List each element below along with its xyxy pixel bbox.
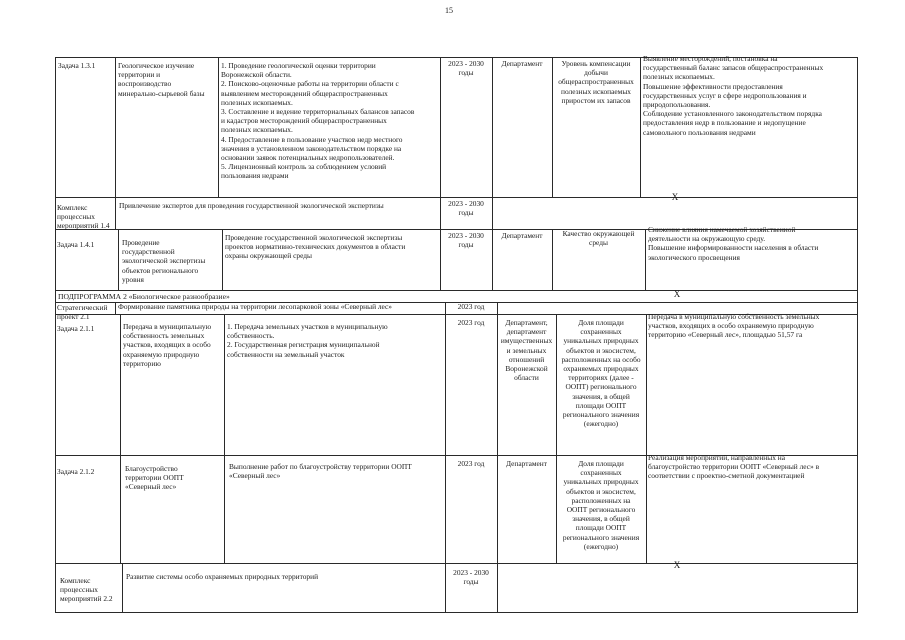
subprogram-2-title: ПОДПРОГРАММА 2 «Биологическое разнообразие» xyxy=(58,292,230,301)
col xyxy=(645,229,646,290)
complex-1-4-period: 2023 - 2030 годы xyxy=(448,199,484,218)
strategic-project-2-1-name: Формирование памятника природы на территории лесопарковой зоны «Северный лес» xyxy=(118,302,393,311)
rule-bottom xyxy=(55,612,858,613)
page-number: 15 xyxy=(445,6,453,15)
task-1-3-1-result: Выявление месторождений, постановка на государственный баланс запасов общераспространенных полезных ископаемых. Повышение эффективности предоставления государственных услуг в сфере недропользования и природопользования. Соблюдение установленного законодательством порядка предоставления недр в пользование и недопущение самовольного пользования недрами xyxy=(643,54,824,137)
subprogram-2-mark: X xyxy=(673,290,681,299)
complex-1-4-code: Комплекс процессных мероприятий 1.4 xyxy=(57,203,110,231)
task-2-1-1-actions: 1. Передача земельных участков в муниципальную собственность. 2. Государственная регистрация муниципальной собственности на земельный участок xyxy=(227,322,388,359)
task-1-4-1-actions: Проведение государственной экологической экспертизы проектов нормативно-технических документов в области охраны окружающей среды xyxy=(225,233,406,261)
task-2-1-2-name: Благоустройство территории ООПТ «Северный лес» xyxy=(125,464,184,492)
border-right xyxy=(857,57,858,612)
task-1-4-1-indicator: Качество окружающей среды xyxy=(562,229,635,248)
col xyxy=(492,57,493,229)
complex-2-2-mark: X xyxy=(673,561,681,570)
task-1-3-1-period: 2023 - 2030 годы xyxy=(448,59,484,78)
task-2-1-1-period: 2023 год xyxy=(457,318,485,327)
task-2-1-2-actions: Выполнение работ по благоустройству территории ООПТ «Северный лес» xyxy=(229,462,412,481)
strategic-project-2-1-period: 2023 год xyxy=(457,302,485,311)
complex-2-2-code: Комплекс процессных мероприятий 2.2 xyxy=(60,576,113,604)
task-1-4-1-name: Проведение государственной экологической экспертизы объектов регионального уровня xyxy=(122,238,206,284)
col xyxy=(120,314,121,563)
col xyxy=(118,229,119,290)
col xyxy=(115,57,116,197)
strategic-project-2-1-code: Стратегический проект 2.1 xyxy=(57,303,108,322)
task-1-3-1-actions: 1. Проведение геологической оценки территории Воронежской области. 2. Поисково-оценочные работы на территории области с выявлением месторождений общераспространенных полезных ископаемых. 3. Составление и ведение территориальных балансов запасов и кадастров месторождений общераспространенных полезных ископаемых. 4. Предоставление в пользование участков недр местного значения в установленном законодательством порядке на основании заявок потенциальных недропользователей. 5. Лицензионный контроль за соблюдением условий пользования недрами xyxy=(221,61,415,181)
task-2-1-2-period: 2023 год xyxy=(457,459,485,468)
task-1-3-1-indicator: Уровень компенсации добычи общераспространенных полезных ископаемых приростом их запасов xyxy=(558,59,634,105)
col xyxy=(646,314,647,563)
task-2-1-1-code: Задача 2.1.1 xyxy=(57,324,95,333)
task-2-1-2-code: Задача 2.1.2 xyxy=(57,467,95,476)
task-2-1-1-result: Передача в муниципальную собственность земельных участков, входящих в особо охраняемую природную территорию «Северный лес», площадью 51,57 га xyxy=(648,312,820,340)
col xyxy=(115,302,116,314)
task-2-1-1-name: Передача в муниципальную собственность земельных участков, входящих в особо охраняемую природную территорию xyxy=(123,322,212,368)
task-2-1-1-executor: Департамент, департамент имущественных и земельных отношений Воронежской области xyxy=(500,318,553,383)
complex-2-2-period: 2023 - 2030 годы xyxy=(453,568,489,587)
col xyxy=(218,57,219,197)
task-1-3-1-name: Геологическое изучение территории и воспроизводство минерально-сырьевой базы xyxy=(118,61,205,98)
task-1-4-1-period: 2023 - 2030 годы xyxy=(448,231,484,250)
col xyxy=(122,563,123,612)
col xyxy=(224,314,225,563)
task-1-4-1-result: Снижение влияния намечаемой хозяйственной деятельности на окружающую среду. Повышение информированности населения в области экологического просвещения xyxy=(648,225,819,262)
complex-1-4-mark: X xyxy=(671,193,679,202)
col xyxy=(222,229,223,290)
task-2-1-2-executor: Департамент xyxy=(506,459,547,468)
col xyxy=(497,302,498,314)
complex-2-2-name: Развитие системы особо охраняемых природных территорий xyxy=(126,572,319,581)
task-1-3-1-code: Задача 1.3.1 xyxy=(58,61,96,70)
task-2-1-1-indicator: Доля площади сохраненных уникальных природных объектов и экосистем, расположенных на особо охраняемых природных территориях (далее - ООПТ) регионального значения, в общей площади ООПТ регионального значения (ежегодно) xyxy=(561,318,641,429)
task-1-4-1-code: Задача 1.4.1 xyxy=(57,240,95,249)
col xyxy=(640,57,641,197)
task-2-1-2-result: Реализация мероприятий, направленных на благоустройство территории ООПТ «Северный лес» в соответствии с проектно-сметной документацией xyxy=(648,453,820,481)
task-2-1-2-indicator: Доля площади сохраненных уникальных природных объектов и экосистем, расположенных на ООПТ регионального значения, в общей площади ООПТ регионального значения (ежегодно) xyxy=(562,459,640,551)
task-1-3-1-executor: Департамент xyxy=(501,59,543,68)
task-1-4-1-executor: Департамент xyxy=(501,231,543,240)
col xyxy=(115,197,116,229)
border-left xyxy=(55,57,56,612)
complex-1-4-name: Привлечение экспертов для проведения государственной экологической экспертизы xyxy=(119,201,384,210)
